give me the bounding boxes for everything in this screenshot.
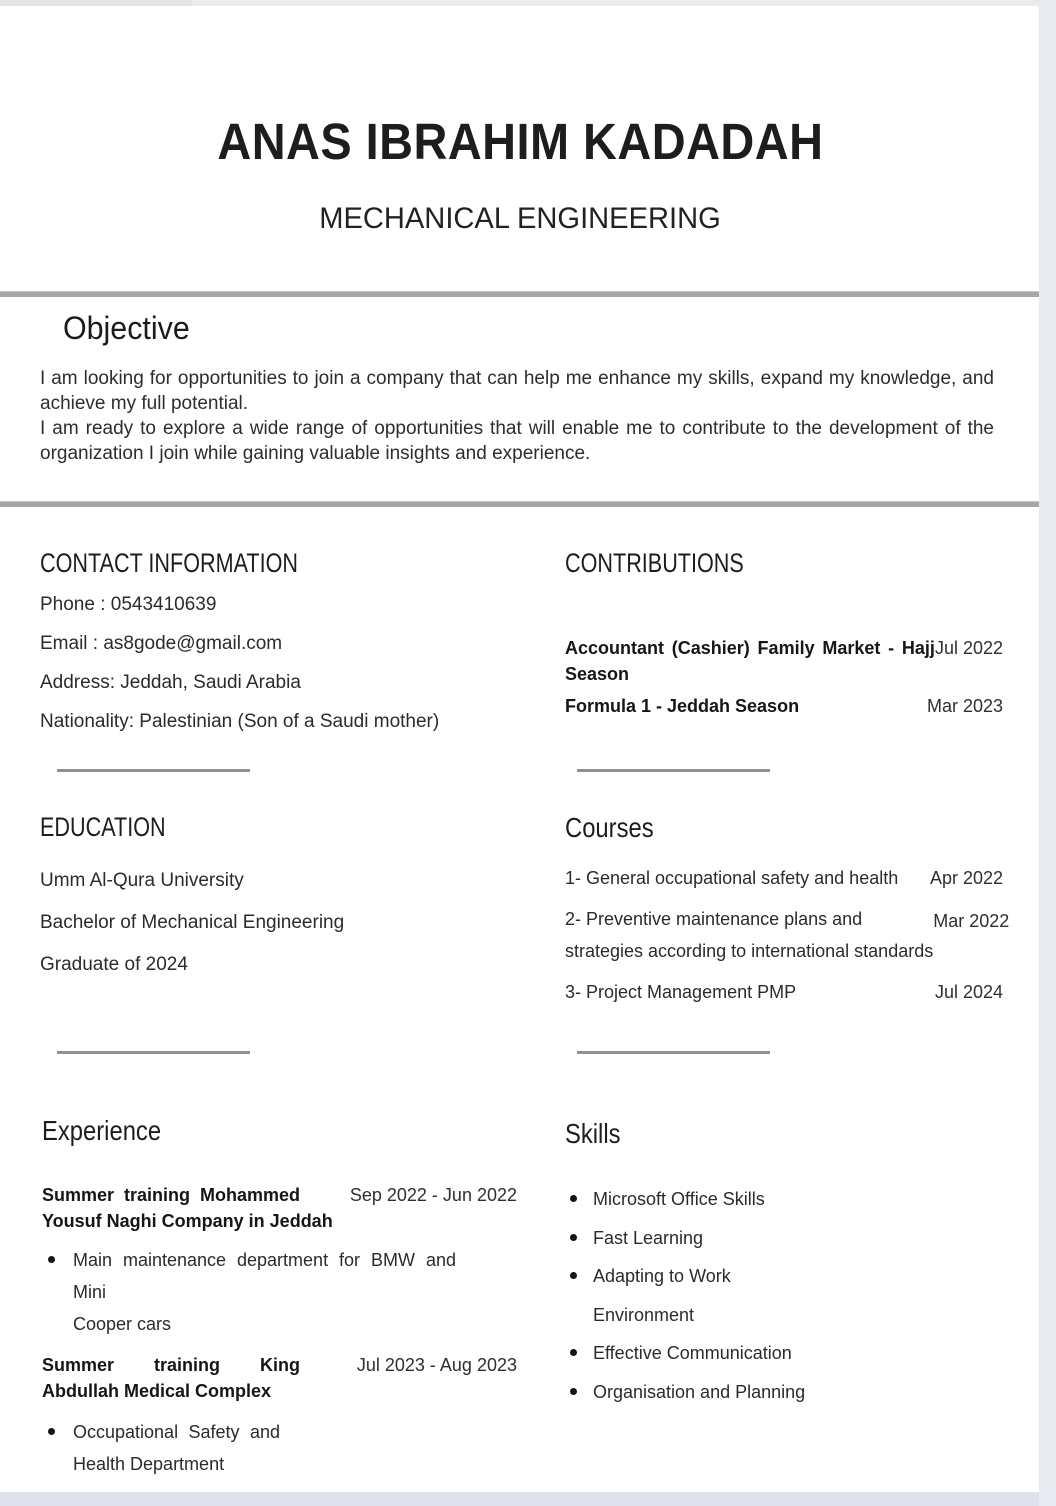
education-graduation: Graduate of 2024 [40, 954, 188, 975]
skill-line: Microsoft Office Skills [593, 1189, 765, 1209]
bullet-icon [570, 1272, 577, 1279]
skills-list [570, 1180, 1003, 1411]
skill-text [593, 1180, 765, 1219]
experience-bullet-line: Occupational Safety and [73, 1422, 280, 1442]
course-title [565, 862, 930, 894]
objective-bottom-rule [0, 501, 1039, 507]
contribution-date: Mar 2023 [926, 696, 1003, 716]
contribution-title-line: Formula 1 - Jeddah Season [565, 696, 800, 716]
experience-title [42, 1352, 300, 1404]
experience-bullet [48, 1244, 517, 1340]
experience-title-line: Summer training Mohammed [42, 1185, 300, 1205]
experience-heading [42, 1115, 517, 1147]
contribution-title-line: Accountant (Cashier) Family Market - Hajj [565, 638, 935, 658]
contributions-heading-text: CONTRIBUTIONS [565, 548, 744, 578]
bullet-icon [570, 1234, 577, 1241]
skill-item [570, 1219, 1003, 1258]
resume-name-text: ANAS IBRAHIM KADADAH [216, 113, 824, 170]
skill-text [593, 1373, 805, 1412]
experience-title [42, 1182, 333, 1234]
bullet-icon [48, 1428, 55, 1435]
experience-heading-text: Experience [42, 1115, 162, 1146]
contributions-items [565, 635, 1003, 719]
experience-bullet-line: Cooper cars [73, 1314, 172, 1334]
page-edge-right [1039, 0, 1056, 1506]
contact-heading [40, 548, 520, 578]
course-entry [565, 862, 1003, 894]
course-title-line: strategies according to international standards [565, 941, 934, 961]
experience-date: Sep 2022 - Jun 2022 [349, 1185, 517, 1205]
skill-text [593, 1257, 731, 1334]
course-title [565, 976, 935, 1008]
objective-heading-text: Objective [63, 310, 190, 346]
section-experience [42, 1115, 517, 1480]
skill-text [593, 1334, 792, 1373]
section-education [40, 812, 520, 997]
bullet-icon [570, 1349, 577, 1356]
experience-title-line: Yousuf Naghi Company in Jeddah [42, 1211, 333, 1231]
course-entry [565, 903, 1010, 967]
skills-heading [565, 1118, 1003, 1150]
experience-bullet-line: Health Department [73, 1454, 225, 1474]
bullet-icon [570, 1195, 577, 1202]
course-date: Mar 2022 [933, 911, 1010, 931]
course-title-line: 3- Project Management PMP [565, 982, 797, 1002]
education-heading [40, 812, 520, 842]
skill-item [570, 1257, 1003, 1334]
experience-bullet [48, 1416, 517, 1480]
contribution-title-line: Season [565, 664, 630, 684]
resume-name [0, 112, 1040, 171]
section-courses [565, 812, 1010, 1017]
experience-entry [42, 1352, 517, 1404]
course-title-line: 2- Preventive maintenance plans and [565, 909, 863, 929]
course-entry [565, 976, 1003, 1008]
experience-date: Jul 2023 - Aug 2023 [356, 1355, 517, 1375]
skill-item [570, 1180, 1003, 1219]
contact-phone: Phone : 0543410639 [40, 594, 217, 615]
experience-title-line: Summer training King [42, 1355, 300, 1375]
course-date: Apr 2022 [929, 868, 1003, 888]
course-date: Jul 2024 [934, 982, 1003, 1002]
skill-line: Effective Communication [593, 1343, 792, 1363]
contribution-entry [565, 693, 1003, 719]
bullet-icon [570, 1388, 577, 1395]
contribution-title [565, 693, 927, 719]
skill-line: Environment [593, 1304, 695, 1325]
contact-address: Address: Jeddah, Saudi Arabia [40, 672, 301, 693]
course-title-line: 1- General occupational safety and health [565, 868, 899, 888]
experience-title-line: Abdullah Medical Complex [42, 1381, 272, 1401]
skill-line: Fast Learning [593, 1227, 704, 1248]
skill-line: Organisation and Planning [593, 1381, 806, 1402]
divider [57, 1051, 250, 1054]
skill-text [593, 1219, 703, 1258]
contributions-heading [565, 548, 1003, 578]
courses-items [565, 862, 1010, 1008]
objective-body [40, 366, 994, 466]
divider [57, 769, 250, 772]
experience-items [42, 1182, 517, 1480]
courses-heading-text: Courses [565, 812, 654, 843]
course-title [565, 903, 933, 967]
contact-list [40, 595, 520, 732]
education-heading-text: EDUCATION [40, 812, 166, 842]
skill-item [570, 1334, 1003, 1373]
experience-bullet-text [73, 1416, 280, 1480]
divider [577, 769, 770, 772]
bullet-icon [48, 1256, 55, 1263]
experience-bullet-line: Main maintenance department for BMW and Mini [73, 1250, 456, 1302]
resume-subtitle [0, 202, 1040, 236]
skills-heading-text: Skills [565, 1118, 621, 1149]
resume-subtitle-text: MECHANICAL ENGINEERING [319, 202, 721, 235]
skill-item [570, 1373, 1003, 1412]
divider [577, 1051, 770, 1054]
contribution-title [565, 635, 935, 687]
objective-top-rule [0, 291, 1039, 297]
section-skills [565, 1118, 1003, 1411]
contribution-entry [565, 635, 1003, 687]
education-list [40, 871, 520, 975]
objective-paragraph: I am looking for opportunities to join a company that can help me enhance my skills, expand my knowledge, and achieve my full potential. [40, 368, 994, 414]
section-contributions [565, 548, 1003, 719]
contribution-date: Jul 2022 [934, 638, 1003, 658]
experience-entry [42, 1182, 517, 1234]
page-edge-bottom [0, 1492, 1039, 1506]
objective-heading [63, 310, 196, 347]
section-contact-information [40, 548, 520, 751]
education-degree: Bachelor of Mechanical Engineering [40, 912, 345, 933]
skill-line: Adapting to Work [593, 1266, 731, 1286]
courses-heading [565, 812, 1003, 844]
experience-bullet-text [73, 1244, 456, 1340]
objective-paragraph: I am ready to explore a wide range of opportunities that will enable me to contribute to the development of the organization I join while gaining valuable insights and experience. [40, 418, 994, 464]
page-edge-top-left [0, 0, 192, 6]
contact-email: Email : as8gode@gmail.com [40, 633, 283, 654]
contact-nationality: Nationality: Palestinian (Son of a Saudi mother) [40, 711, 440, 732]
education-university: Umm Al-Qura University [40, 870, 244, 891]
contact-heading-text: CONTACT INFORMATION [40, 548, 298, 578]
